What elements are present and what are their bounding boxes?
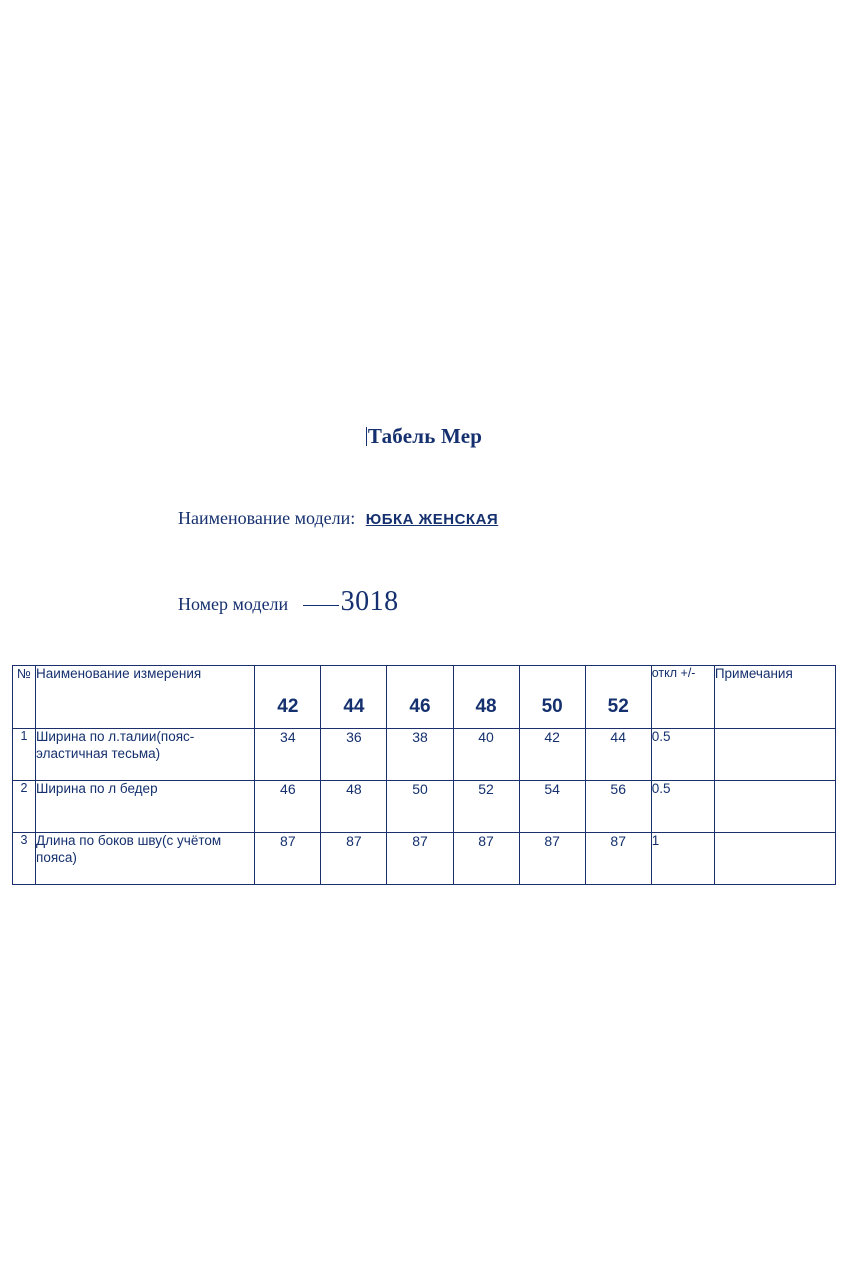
row-note xyxy=(714,729,835,781)
row-value-52: 87 xyxy=(585,833,651,885)
header-size-48: 48 xyxy=(453,666,519,729)
page-title xyxy=(0,424,848,449)
row-num: 3 xyxy=(13,833,36,885)
model-number-label: Номер модели xyxy=(178,594,289,614)
row-value-46: 87 xyxy=(387,833,453,885)
row-value-44: 48 xyxy=(321,781,387,833)
row-value-52: 44 xyxy=(585,729,651,781)
row-value-50: 54 xyxy=(519,781,585,833)
model-number-value: 3018 xyxy=(340,586,399,617)
cursor-bar-icon xyxy=(366,427,367,446)
row-value-42: 34 xyxy=(255,729,321,781)
table-header-row xyxy=(13,666,836,729)
header-size-44: 44 xyxy=(321,666,387,729)
header-deviation: откл +/- xyxy=(651,666,714,729)
table-row xyxy=(13,833,836,885)
row-value-44: 36 xyxy=(321,729,387,781)
row-measure-name: Длина по боков шву(с учётом пояса) xyxy=(36,833,255,885)
row-note xyxy=(714,781,835,833)
row-value-48: 40 xyxy=(453,729,519,781)
row-num: 1 xyxy=(13,729,36,781)
row-deviation: 0.5 xyxy=(651,729,714,781)
header-notes: Примечания xyxy=(714,666,835,729)
model-number-rule xyxy=(303,605,339,606)
header-size-46: 46 xyxy=(387,666,453,729)
row-value-50: 87 xyxy=(519,833,585,885)
row-value-42: 46 xyxy=(255,781,321,833)
model-name-label: Наименование модели: xyxy=(178,508,356,528)
row-num: 2 xyxy=(13,781,36,833)
table-row xyxy=(13,729,836,781)
row-value-48: 87 xyxy=(453,833,519,885)
table-row xyxy=(13,781,836,833)
header-num: № xyxy=(13,666,36,729)
row-deviation: 1 xyxy=(651,833,714,885)
row-value-46: 38 xyxy=(387,729,453,781)
header-size-52: 52 xyxy=(585,666,651,729)
measurements-table xyxy=(12,665,836,885)
model-name-field xyxy=(178,508,498,529)
model-number-field xyxy=(178,586,399,618)
row-value-52: 56 xyxy=(585,781,651,833)
row-measure-name: Ширина по л бедер xyxy=(36,781,255,833)
row-value-44: 87 xyxy=(321,833,387,885)
header-size-42: 42 xyxy=(255,666,321,729)
page-title-text: Табель Мер xyxy=(367,424,483,448)
row-deviation: 0.5 xyxy=(651,781,714,833)
row-value-50: 42 xyxy=(519,729,585,781)
model-name-value: ЮБКА ЖЕНСКАЯ xyxy=(365,511,499,528)
header-measure-name: Наименование измерения xyxy=(36,666,255,729)
row-value-46: 50 xyxy=(387,781,453,833)
row-value-48: 52 xyxy=(453,781,519,833)
row-measure-name: Ширина по л.талии(пояс-эластичная тесьма) xyxy=(36,729,255,781)
header-size-50: 50 xyxy=(519,666,585,729)
row-value-42: 87 xyxy=(255,833,321,885)
row-note xyxy=(714,833,835,885)
